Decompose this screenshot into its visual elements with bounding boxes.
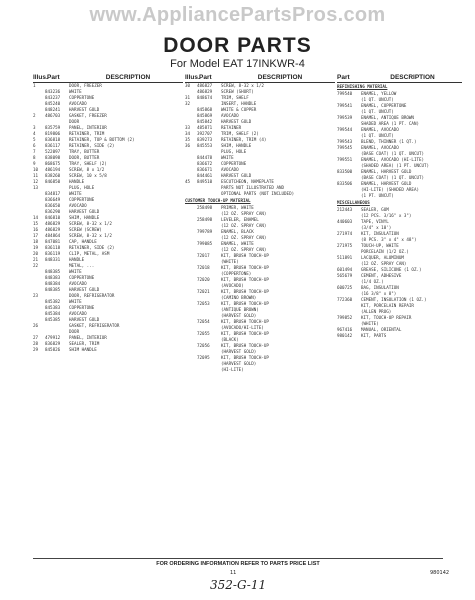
- part-description: ENAMEL, AVOCADO: [361, 145, 399, 150]
- illus-no: 13: [33, 185, 39, 190]
- part-description: PANEL, INTERIOR: [69, 125, 107, 130]
- part-description: (HARVEST GOLD): [221, 349, 257, 354]
- parts-list: [337, 83, 462, 339]
- part-description: SCREW, 8-32 x 1/2: [69, 221, 112, 226]
- watermark: www.AppliancePartsPros.com: [89, 4, 386, 26]
- part-no: 845826: [45, 347, 61, 352]
- part-description: RETAINER, TOP & BOTTOM (2): [69, 137, 135, 142]
- part-description: PLUG, HOLE: [69, 185, 95, 190]
- part-no: 848241: [45, 107, 61, 112]
- part-description: (HI-LITE): [221, 367, 244, 372]
- part-description: HARVEST GOLD: [69, 107, 100, 112]
- part-description: METAL, ...: [69, 263, 95, 268]
- part-description: TRIM, SHELF: [221, 95, 249, 100]
- part-description: (12 OZ. SPRAY CAN): [221, 247, 267, 252]
- part-no: [337, 193, 361, 199]
- part-no: 845868: [197, 107, 213, 112]
- column-header: Illus. Part DESCRIPTION: [33, 74, 183, 83]
- part-description: HARVEST GOLD: [69, 317, 100, 322]
- part-description: KIT, BRUSH TOUCH-UP: [221, 253, 269, 258]
- part-no: 72055: [197, 331, 210, 336]
- part-description: SCREW, 8-32 x 1/2: [69, 233, 112, 238]
- illus-no: 20: [33, 251, 39, 256]
- section-heading: MISCELLANEOUS: [337, 200, 370, 205]
- part-description: SCREW (SHORT): [221, 89, 254, 94]
- illus-no: 4: [33, 131, 36, 136]
- illus-no: [185, 191, 197, 197]
- part-description: RETAINER, TRIM (4): [221, 137, 267, 142]
- page-subtitle: For Model EAT 17INKWR-4: [170, 58, 305, 70]
- part-description: PORCELAIN (1/2 OZ.): [361, 249, 409, 254]
- illus-no: 16: [33, 227, 39, 232]
- part-no: 799543: [337, 139, 353, 144]
- illus-no: 23: [33, 293, 39, 298]
- part-no: 846810: [45, 215, 61, 220]
- part-no: 838098: [45, 155, 61, 160]
- part-no: 980142: [337, 333, 353, 338]
- part-no: 258498: [197, 205, 213, 210]
- part-description: TRIM, SHELF (2): [221, 131, 259, 136]
- part-description: PRIMER, WHITE: [221, 205, 254, 210]
- part-no: 72095: [197, 355, 210, 360]
- illus-no: 12: [33, 179, 39, 184]
- illus-no: 6: [33, 143, 36, 148]
- part-no: 833506: [337, 181, 353, 186]
- part-no: 819806: [45, 131, 61, 136]
- part-no: 843237: [45, 95, 61, 100]
- illus-no: 26: [33, 323, 39, 328]
- illus-no: 34: [185, 131, 191, 136]
- part-description: (HARVEST GOLD): [221, 313, 257, 318]
- part-description: SHIM, HANDLE: [221, 143, 252, 148]
- illus-no: 7: [33, 149, 36, 154]
- part-description: PANEL, INTERIOR: [69, 335, 107, 340]
- part-description: ENAMEL, AVOCADO (HI-LITE): [361, 157, 425, 162]
- illus-no: 22: [33, 263, 39, 268]
- parts-column-1: [33, 74, 183, 353]
- part-no: 799544: [337, 127, 353, 132]
- part-no: 486827: [197, 83, 213, 88]
- part-no: 848384: [45, 281, 61, 286]
- part-no: 848383: [45, 275, 61, 280]
- part-description: SHIM HANDLE: [69, 347, 97, 352]
- part-no: 799545: [337, 145, 353, 150]
- part-description: RETAINER: [221, 125, 242, 130]
- part-no: 845842: [197, 119, 213, 124]
- part-no: 799539: [337, 115, 353, 120]
- part-no: 845385: [45, 317, 61, 322]
- part-description: (12 OZ. SPRAY CAN): [361, 261, 407, 266]
- part-description: KIT, BRUSH TOUCH-UP: [221, 343, 269, 348]
- part-no: 212443: [337, 207, 353, 212]
- part-no: 836650: [45, 203, 61, 208]
- part-no: 836290: [45, 209, 61, 214]
- parts-row: [185, 367, 335, 373]
- illus-no: 27: [33, 335, 39, 340]
- part-description: SEALER, GUM: [361, 207, 389, 212]
- part-no: 799541: [337, 103, 353, 108]
- part-description: CLIP, METAL, ASM: [69, 251, 110, 256]
- part-description: (12 OZ. SPRAY CAN): [221, 211, 267, 216]
- ordering-footer: FOR ORDERING INFORMATION REFER TO PARTS PRICE LIST: [33, 558, 443, 567]
- part-description: WHITE: [69, 299, 82, 304]
- illus-no: 33: [185, 125, 191, 130]
- part-no: 271975: [337, 243, 353, 248]
- part-description: DOOR, BUTTER: [69, 155, 100, 160]
- part-description: (BLACK): [221, 337, 239, 342]
- part-no: 486829: [45, 221, 61, 226]
- part-no: 484864: [45, 233, 61, 238]
- part-description: ENAMEL, HARVEST GOLD: [361, 169, 412, 174]
- part-description: SCREW, 8 x 1/2: [69, 167, 105, 172]
- part-description: (1 QT. UNCUT): [361, 97, 394, 102]
- parts-row: [337, 333, 462, 339]
- illus-no: 18: [33, 239, 39, 244]
- part-description: DOOR: [69, 329, 80, 334]
- part-no: 835759: [45, 125, 61, 130]
- parts-list: [185, 83, 335, 373]
- part-description: TOUCH-UP, WHITE: [361, 243, 399, 248]
- part-description: GREASE, SILICONE (1 OZ.): [361, 267, 422, 272]
- part-no: 848331: [45, 257, 61, 262]
- part-no: 967416: [337, 327, 353, 332]
- section-heading: REFINISHING MATERIAL: [337, 84, 388, 89]
- part-description: (3/4" x 10'): [361, 225, 392, 230]
- part-description: (AVOCADO): [221, 283, 244, 288]
- part-description: ESCUTCHEON, NAMEPLATE: [221, 179, 274, 184]
- part-description: CEMENT, INSULATION (1 OZ.): [361, 297, 427, 302]
- part-no: 392707: [197, 131, 213, 136]
- part-no: 522097: [45, 149, 61, 154]
- part-description: (1 QT. UNCUT): [361, 109, 394, 114]
- part-no: 486829: [197, 89, 213, 94]
- part-description: (HI-LITE) (SHADED AREA): [361, 187, 419, 192]
- illus-no: 14: [33, 215, 39, 220]
- illus-no: 8: [33, 155, 36, 160]
- part-description: KIT, BRUSH TOUCH-UP: [221, 289, 269, 294]
- column-header: Illus. Part DESCRIPTION: [185, 74, 335, 83]
- part-description: HARVEST GOLD: [221, 173, 252, 178]
- parts-row: [337, 193, 462, 199]
- part-description: SEALER, TRIM: [69, 341, 100, 346]
- illus-no: 15: [33, 221, 39, 226]
- part-description: (8 PCS. 3" x 4" x 48"): [361, 237, 417, 242]
- part-no: 836118: [45, 245, 61, 250]
- part-no: 845869: [197, 113, 213, 118]
- part-description: CEMENT, ADHESIVE: [361, 273, 402, 278]
- part-no: 72017: [197, 253, 210, 258]
- part-description: COPPERTONE: [69, 95, 95, 100]
- part-description: (1 PT. UNCUT): [361, 193, 394, 198]
- part-description: MANUAL, ORIENTAL: [361, 327, 402, 332]
- part-no: 836649: [45, 197, 61, 202]
- part-description: (1/4 OZ.): [361, 279, 384, 284]
- part-description: (SHADED AREA) (1 PT. UNCUT): [361, 163, 430, 168]
- illus-no: 10: [33, 167, 39, 172]
- part-description: TAPE, VINYL: [361, 219, 389, 224]
- parts-list: [33, 83, 183, 353]
- part-no: 836117: [45, 143, 61, 148]
- part-no: [197, 191, 221, 197]
- part-description: (HARVEST GOLD): [221, 361, 257, 366]
- part-no: 440603: [337, 219, 353, 224]
- part-description: RETAINER, SIDE (2): [69, 143, 115, 148]
- part-description: (12 PCS. 3/16" x 3"): [361, 213, 412, 218]
- illus-no: 36: [185, 143, 191, 148]
- part-description: (12 OZ. SPRAY CAN): [221, 235, 267, 240]
- part-no: 486829: [45, 227, 61, 232]
- illus-no: 11: [33, 173, 39, 178]
- part-description: DOOR, FREEZER: [69, 83, 102, 88]
- part-description: (BASE COAT) (1 QT. UNCUT): [361, 151, 425, 156]
- part-description: ENAMEL, ANTIQUE BROWN: [361, 115, 414, 120]
- part-description: KIT, BRUSH TOUCH-UP: [221, 277, 269, 282]
- part-no: 843236: [45, 89, 61, 94]
- part-description: AVOCADO: [69, 281, 87, 286]
- part-no: 844461: [197, 173, 213, 178]
- part-no: 600725: [337, 285, 353, 290]
- part-description: WHITE: [69, 191, 82, 196]
- part-no: 848385: [45, 269, 61, 274]
- catalog-code: 980142: [430, 570, 450, 576]
- part-description: TRAY, BUTTER: [69, 149, 100, 154]
- part-no: 838260: [45, 173, 61, 178]
- handwritten-note: 352-G-11: [210, 578, 267, 592]
- part-description: KIT, TOUCH-UP REPAIR: [361, 315, 412, 320]
- part-no: 799852: [337, 315, 353, 320]
- part-description: PARTS NOT ILLUSTRATED AND: [221, 185, 285, 190]
- part-description: ENAMEL, AVOCADO: [361, 127, 399, 132]
- illus-no: 21: [33, 257, 39, 262]
- part-description: GASKET, REFRIGERATOR: [69, 323, 120, 328]
- part-no: 799085: [197, 241, 213, 246]
- part-no: 845384: [45, 311, 61, 316]
- part-description: (AVOCADO/HI-LITE): [221, 325, 264, 330]
- part-description: OPTIONAL PARTS (NOT INCLUDED): [221, 191, 295, 196]
- part-no: 846850: [45, 179, 61, 184]
- part-description: (CAMINO BROWN): [221, 295, 257, 300]
- part-no: 799540: [337, 91, 353, 96]
- page-number: 11: [230, 570, 237, 576]
- page-title: DOOR PARTS: [163, 34, 312, 57]
- part-description: ENAMEL, COPPERTONE: [361, 103, 407, 108]
- part-no: [197, 367, 221, 373]
- part-no: 845240: [45, 101, 61, 106]
- part-no: 836818: [45, 137, 61, 142]
- part-description: COPPERTONE: [69, 197, 95, 202]
- column-header: Part DESCRIPTION: [337, 74, 462, 83]
- part-description: AVOCADO: [69, 311, 87, 316]
- part-description: ENAMEL, WHITE: [221, 241, 254, 246]
- parts-row: [185, 191, 335, 197]
- part-description: RETAINER, SIDE (2): [69, 245, 115, 250]
- part-description: (ALLEN PROG): [361, 309, 392, 314]
- part-description: WHITE & COPPER: [221, 107, 257, 112]
- part-description: (16 3/8" x 8"): [361, 291, 397, 296]
- part-no: 565679: [337, 273, 353, 278]
- illus-no: 31: [185, 95, 191, 100]
- part-description: ENAMEL, HARVEST GOLD: [361, 181, 412, 186]
- part-description: BAG, INSULATION: [361, 285, 399, 290]
- part-no: 799551: [337, 157, 353, 162]
- part-description: COPPERTONE: [69, 305, 95, 310]
- part-description: KIT, BRUSH TOUCH-UP: [221, 319, 269, 324]
- part-description: SHADED AREA (1 PT. CAN): [361, 121, 419, 126]
- illus-no: 3: [33, 125, 36, 130]
- part-description: KIT, INSULATION: [361, 231, 399, 236]
- part-description: CAP, HANDLE: [69, 239, 97, 244]
- section-heading: CUSTOMER TOUCH-UP MATERIAL: [185, 198, 251, 203]
- part-no: 836671: [197, 167, 213, 172]
- part-no: 845383: [45, 305, 61, 310]
- part-no: 72053: [197, 301, 210, 306]
- part-no: 839273: [197, 137, 213, 142]
- part-description: HARVEST GOLD: [221, 119, 252, 124]
- part-no: 772360: [337, 297, 353, 302]
- part-no: 836119: [45, 251, 61, 256]
- part-no: 511891: [337, 255, 353, 260]
- part-description: SHIM, HANDLE: [69, 215, 100, 220]
- parts-row: [33, 347, 183, 353]
- part-description: (WHITE): [361, 321, 379, 326]
- illus-no: 2: [33, 113, 36, 118]
- part-no: 836829: [45, 341, 61, 346]
- part-description: AVOCADO: [69, 203, 87, 208]
- part-description: (BASE COAT) (1 QT. UNCUT): [361, 175, 425, 180]
- part-no: 848674: [197, 95, 213, 100]
- illus-no: 28: [33, 341, 39, 346]
- part-no: 486703: [45, 113, 61, 118]
- part-description: SCREW, 8-32 x 1/2: [221, 83, 264, 88]
- part-description: (COPPERTONE): [221, 271, 252, 276]
- part-description: BLEND, THINNER (1 QT.): [361, 139, 417, 144]
- part-no: 849510: [197, 179, 213, 184]
- part-description: KIT, BRUSH TOUCH-UP: [221, 355, 269, 360]
- part-description: SCREW, 10 x 5/8: [69, 173, 107, 178]
- part-no: 845382: [45, 299, 61, 304]
- part-no: 72020: [197, 277, 210, 282]
- part-description: (ANTIQUE BROWN): [221, 307, 259, 312]
- illus-no: 30: [185, 83, 191, 88]
- parts-column-2: [185, 74, 335, 373]
- illus-no: 5: [33, 137, 36, 142]
- part-no: 271974: [337, 231, 353, 236]
- part-description: HANDLE: [69, 179, 85, 184]
- part-description: LEVELER, ENAMEL: [221, 217, 259, 222]
- part-description: KIT, PARTS: [361, 333, 387, 338]
- illus-no: 1: [33, 83, 36, 88]
- part-no: 72018: [197, 265, 210, 270]
- part-description: WHITE: [69, 89, 82, 94]
- part-description: COPPERTONE: [221, 161, 247, 166]
- part-description: ENAMEL, BLACK: [221, 229, 254, 234]
- part-no: 72056: [197, 343, 210, 348]
- part-description: SCREW (SCREW): [69, 227, 102, 232]
- part-no: 845553: [197, 143, 213, 148]
- part-no: 833500: [337, 169, 353, 174]
- part-no: 834817: [45, 191, 61, 196]
- part-description: GASKET, FREEZER: [69, 113, 107, 118]
- part-description: HANDLE: [69, 257, 85, 262]
- part-description: (WHITE): [221, 259, 239, 264]
- part-description: TRAY, SHELF (2): [69, 161, 107, 166]
- part-description: DOOR: [69, 119, 80, 124]
- part-description: RETAINER, TRIM: [69, 131, 105, 136]
- part-description: WHITE: [69, 269, 82, 274]
- part-no: 847081: [45, 239, 61, 244]
- part-no: 844478: [197, 155, 213, 160]
- part-no: 479912: [45, 335, 61, 340]
- part-description: KIT, BRUSH TOUCH-UP: [221, 265, 269, 270]
- part-description: AVOCADO: [221, 167, 239, 172]
- part-description: AVOCADO: [69, 101, 87, 106]
- illus-no: [185, 367, 197, 373]
- part-no: 72054: [197, 319, 210, 324]
- illus-no: 32: [185, 101, 191, 106]
- part-no: 848385: [45, 287, 61, 292]
- illus-no: 19: [33, 245, 39, 250]
- illus-no: 29: [33, 347, 39, 352]
- part-description: HARVEST GOLD: [69, 209, 100, 214]
- part-no: 799789: [197, 229, 213, 234]
- part-no: 868675: [45, 161, 61, 166]
- part-description: WHITE: [221, 155, 234, 160]
- part-no: 258498: [197, 217, 213, 222]
- part-description: (12 OZ. SPRAY CAN): [221, 223, 267, 228]
- part-description: HARVEST GOLD: [69, 287, 100, 292]
- part-description: LACQUER, ALUMINUM: [361, 255, 404, 260]
- parts-column-3: [337, 74, 462, 339]
- part-description: PLUG, HOLE: [221, 149, 247, 154]
- illus-no: 17: [33, 233, 39, 238]
- illus-no: 9: [33, 161, 36, 166]
- illus-no: 35: [185, 137, 191, 142]
- part-no: 485871: [197, 125, 213, 130]
- part-description: KIT, BRUSH TOUCH-UP: [221, 301, 269, 306]
- part-no: 486194: [45, 167, 61, 172]
- part-description: INSERT, HANDLE: [221, 101, 257, 106]
- illus-no: 45: [185, 179, 191, 184]
- part-no: 72021: [197, 289, 210, 294]
- part-description: AVOCADO: [221, 113, 239, 118]
- part-description: ENAMEL, YELLOW: [361, 91, 397, 96]
- part-no: 836672: [197, 161, 213, 166]
- part-description: DOOR, REFRIGERATOR: [69, 293, 115, 298]
- part-description: KIT, BRUSH TOUCH-UP: [221, 331, 269, 336]
- part-description: COPPERTONE: [69, 275, 95, 280]
- part-no: 601494: [337, 267, 353, 272]
- part-description: KIT, PORCELAIN REPAIR: [361, 303, 414, 308]
- part-description: (1 QT. UNCUT): [361, 133, 394, 138]
